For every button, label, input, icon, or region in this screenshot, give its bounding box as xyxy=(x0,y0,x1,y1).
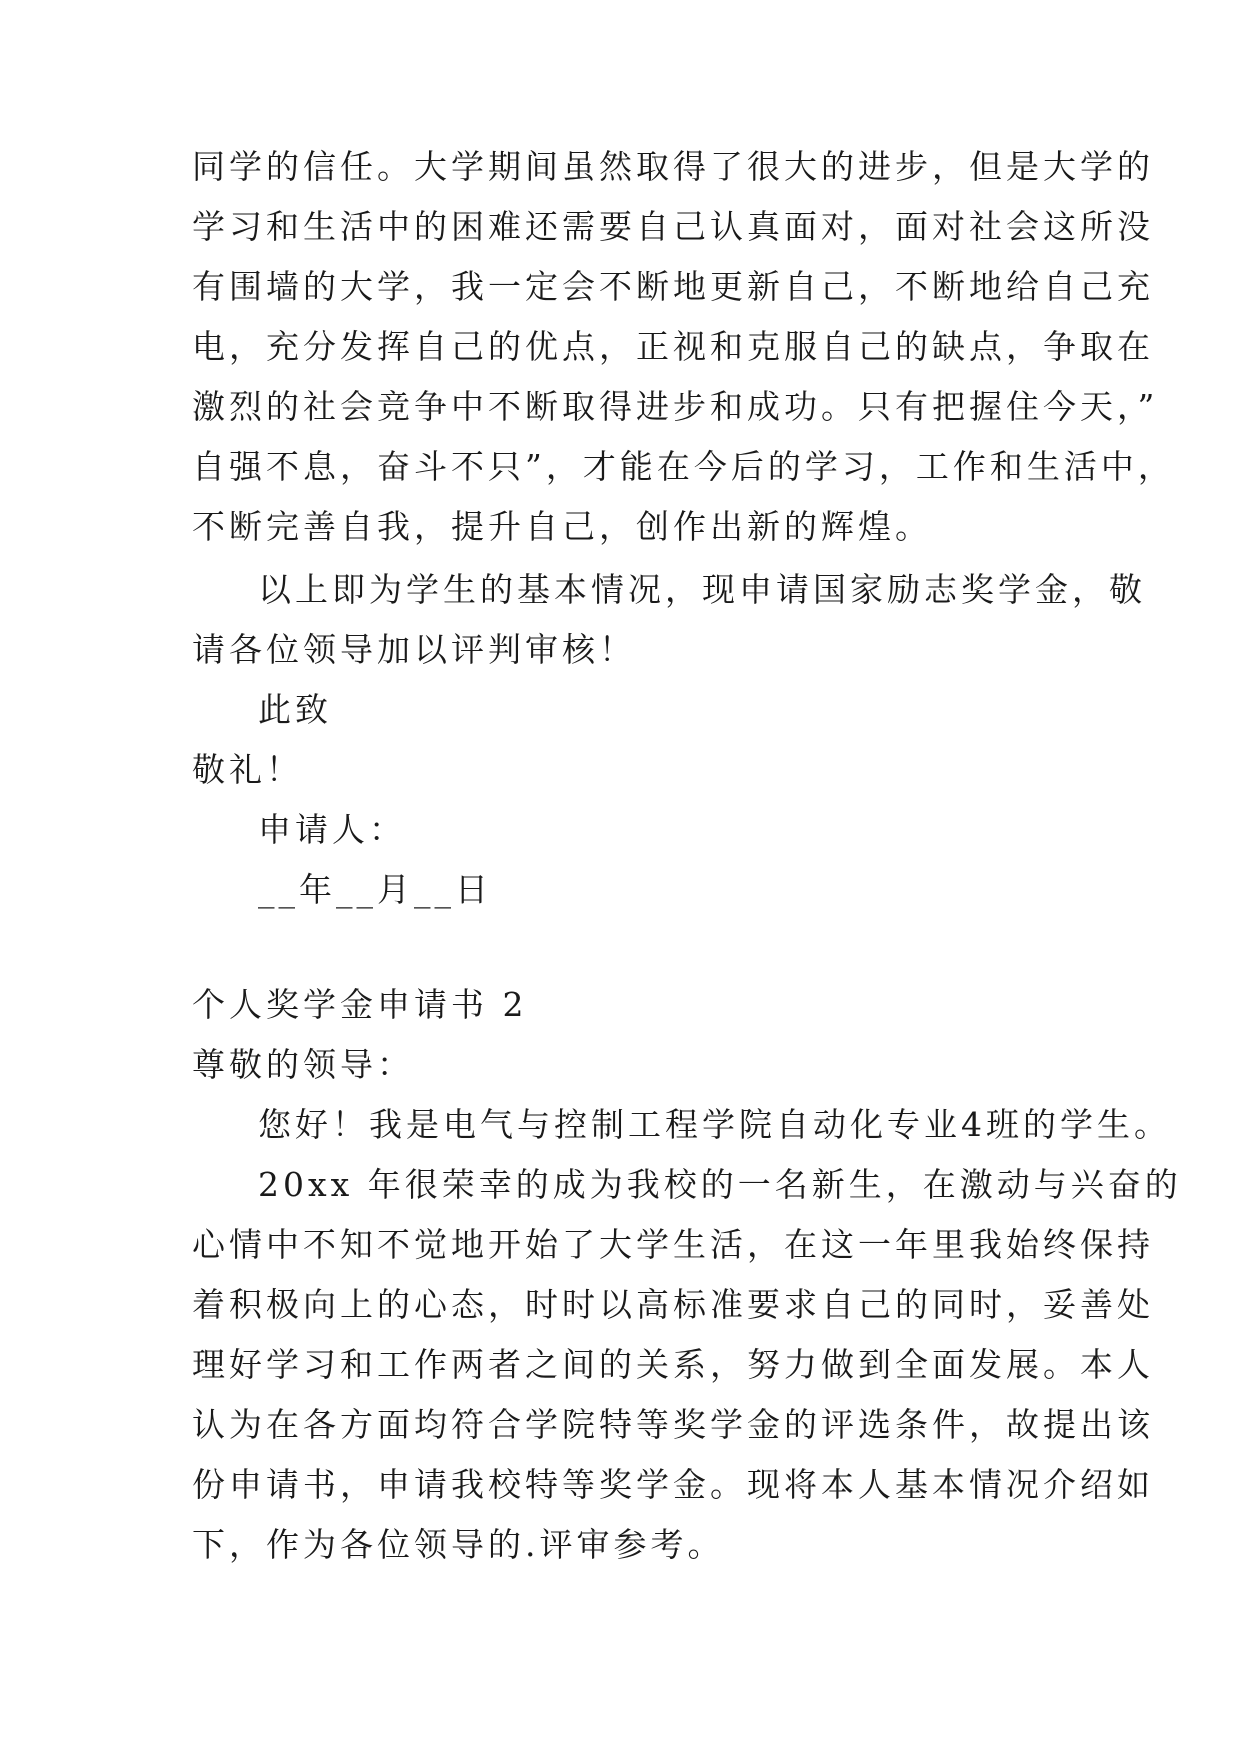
document-title: 个人奖学金申请书 2 xyxy=(192,985,528,1024)
intro xyxy=(192,1095,1171,1155)
greeting xyxy=(192,1035,1072,1095)
section2-paragraph xyxy=(192,1155,1182,1575)
paragraph-line: 20xx 年很荣幸的成为我校的一名新生，在激动与兴奋的 xyxy=(258,1165,1182,1204)
salutation-text: 此致 xyxy=(258,690,332,729)
applicant-label: 申请人： xyxy=(258,810,406,849)
paragraph-line: 以上即为学生的基本情况，现申请国家励志奖学金，敬 xyxy=(258,570,1146,609)
salutation xyxy=(192,680,1072,740)
paragraph-line: 自强不息，奋斗不只”，才能在今后的学习，工作和生活中， xyxy=(192,447,1175,486)
date-text: __年__月__日 xyxy=(258,870,492,909)
regards-text: 敬礼！ xyxy=(192,750,303,789)
paragraph-line: 请各位领导加以评判审核！ xyxy=(192,630,636,669)
paragraph-line: 份申请书，申请我校特等奖学金。现将本人基本情况介绍如 xyxy=(192,1465,1154,1504)
greeting-text: 尊敬的领导： xyxy=(192,1045,414,1084)
paragraph-line: 心情中不知不觉地开始了大学生活，在这一年里我始终保持 xyxy=(192,1225,1154,1264)
closing-paragraph xyxy=(192,560,1146,680)
section1-paragraph xyxy=(192,137,1175,557)
regards xyxy=(192,740,1072,800)
paragraph-line: 电，充分发挥自己的优点，正视和克服自己的缺点，争取在 xyxy=(192,327,1154,366)
paragraph-line: 激烈的社会竞争中不断取得进步和成功。只有把握住今天，” xyxy=(192,387,1159,426)
applicant-signature xyxy=(192,800,1072,860)
section2-title xyxy=(192,975,1072,1035)
paragraph-line: 不断完善自我，提升自己，创作出新的辉煌。 xyxy=(192,507,932,546)
paragraph-line: 认为在各方面均符合学院特等奖学金的评选条件，故提出该 xyxy=(192,1405,1154,1444)
paragraph-line: 学习和生活中的困难还需要自己认真面对，面对社会这所没 xyxy=(192,207,1154,246)
paragraph-line: 同学的信任。大学期间虽然取得了很大的进步，但是大学的 xyxy=(192,147,1154,186)
paragraph-line: 有围墙的大学，我一定会不断地更新自己，不断地给自己充 xyxy=(192,267,1154,306)
paragraph-line: 着积极向上的心态，时时以高标准要求自己的同时，妥善处 xyxy=(192,1285,1154,1324)
date-line xyxy=(192,860,1072,920)
paragraph-line: 理好学习和工作两者之间的关系，努力做到全面发展。本人 xyxy=(192,1345,1154,1384)
paragraph-line: 下，作为各位领导的.评审参考。 xyxy=(192,1525,725,1564)
intro-text: 您好！我是电气与控制工程学院自动化专业4班的学生。 xyxy=(258,1105,1171,1144)
